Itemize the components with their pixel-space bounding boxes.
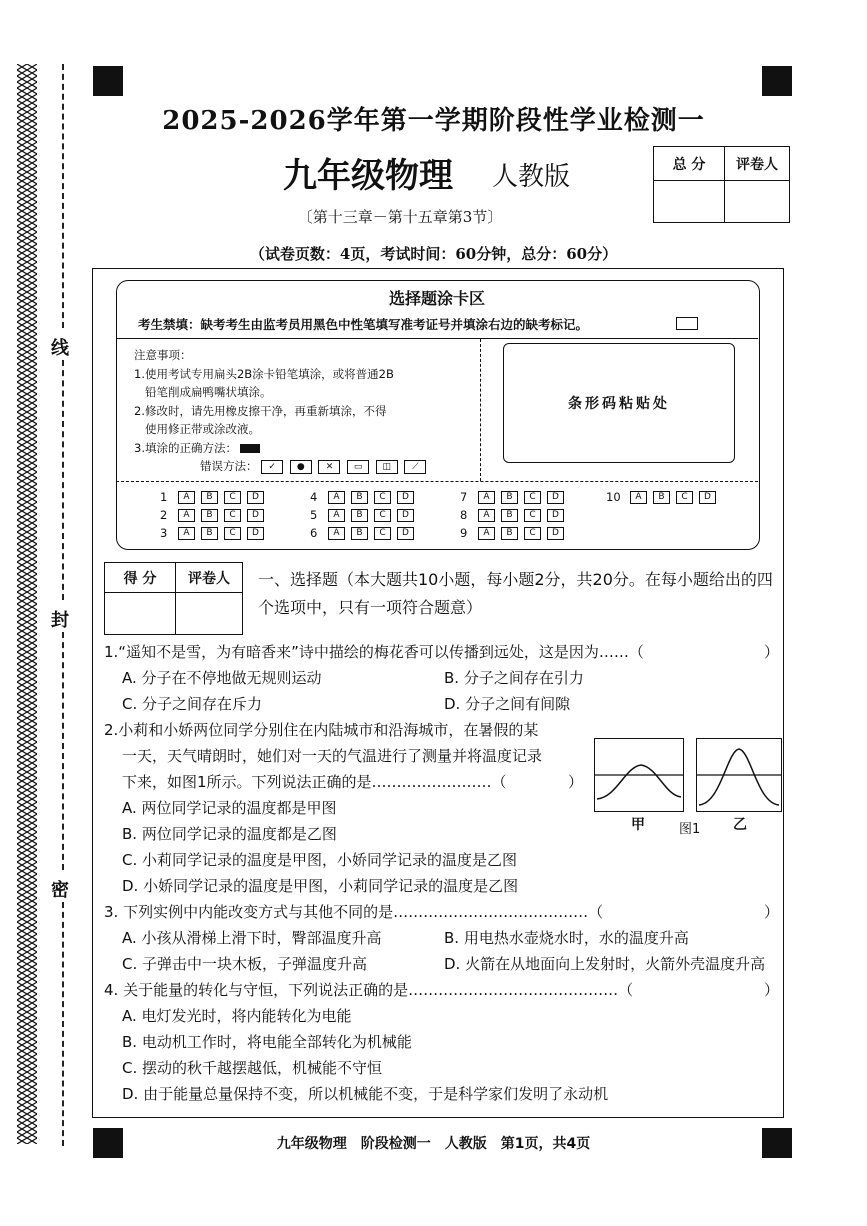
answer-bubble-row bbox=[460, 488, 570, 506]
answer-bubble[interactable]: B bbox=[501, 491, 518, 504]
answer-bubble-row bbox=[160, 524, 270, 542]
figure-label-jia: 甲 bbox=[631, 817, 645, 833]
note-line: 1.使用考试专用扁头2B涂卡铅笔填涂，或将普通2B bbox=[134, 366, 394, 381]
edition-label: 人教版 bbox=[492, 162, 571, 192]
card-divider-vertical bbox=[480, 339, 481, 481]
check-mark-icon: ✓ bbox=[261, 460, 283, 474]
answer-bubble-row bbox=[460, 506, 570, 524]
subject-title: 九年级物理 bbox=[283, 156, 453, 196]
note-line bbox=[134, 439, 429, 458]
answer-bubble-row bbox=[160, 506, 270, 524]
answer-bubble[interactable]: B bbox=[351, 509, 368, 522]
half-mark-icon: ◫ bbox=[376, 460, 398, 474]
answer-bubble[interactable]: D bbox=[547, 509, 564, 522]
exam-info: （试卷页数：4页，考试时间：60分钟，总分：60分） bbox=[249, 245, 618, 263]
answer-bubble-column bbox=[460, 488, 570, 542]
wrong-method-label: 错误方法： bbox=[200, 459, 258, 473]
barcode-area: 条形码粘贴处 bbox=[503, 343, 735, 463]
answer-bubble-row bbox=[310, 524, 420, 542]
answer-bubble-row bbox=[460, 524, 570, 542]
question-2-stem-line: 2.小莉和小娇两位同学分别住在内陆城市和沿海城市，在暑假的某 bbox=[104, 721, 539, 739]
answer-bubble[interactable]: A bbox=[478, 491, 495, 504]
answer-bubble-row bbox=[310, 488, 420, 506]
answer-card-title: 选择题涂卡区 bbox=[388, 289, 485, 308]
section-heading-line: 个选项中，只有一项符合题意） bbox=[258, 598, 483, 617]
question-number: 6 bbox=[310, 526, 318, 540]
answer-bubble[interactable]: C bbox=[224, 527, 241, 540]
answer-bubble[interactable]: D bbox=[247, 491, 264, 504]
question-number: 4 bbox=[310, 490, 318, 504]
side-label-mi: 密 bbox=[51, 880, 69, 901]
absence-mark-box[interactable] bbox=[676, 317, 698, 330]
cut-line-segment bbox=[62, 632, 64, 870]
question-number: 3 bbox=[160, 526, 168, 540]
temperature-graph-jia bbox=[594, 738, 684, 812]
question-4-option-a: A. 电灯发光时，将内能转化为电能 bbox=[122, 1007, 352, 1025]
answer-bubble[interactable]: C bbox=[524, 509, 541, 522]
total-score-table bbox=[653, 146, 790, 223]
answer-bubble[interactable]: B bbox=[653, 491, 670, 504]
question-2-option-b: B. 两位同学记录的温度都是乙图 bbox=[122, 825, 337, 843]
answer-bubble[interactable]: D bbox=[397, 527, 414, 540]
answer-bubble[interactable]: D bbox=[547, 527, 564, 540]
answer-bubble[interactable]: D bbox=[247, 509, 264, 522]
temperature-graph-yi bbox=[696, 738, 782, 812]
cut-line-segment bbox=[62, 360, 64, 600]
note-line: 使用修正带或涂改液。 bbox=[134, 422, 260, 436]
answer-bubble-row bbox=[160, 488, 270, 506]
question-2-option-c: C. 小莉同学记录的温度是甲图，小娇同学记录的温度是乙图 bbox=[122, 851, 518, 869]
page-footer: 九年级物理 阶段检测一 人教版 第1页，共4页 bbox=[276, 1136, 591, 1152]
answer-bubble[interactable]: A bbox=[178, 509, 195, 522]
absence-instruction: 考生禁填：缺考考生由监考员用黑色中性笔填写准考证号并填涂右边的缺考标记。 bbox=[138, 317, 589, 332]
answer-bubble[interactable]: A bbox=[630, 491, 647, 504]
question-1-option-a: A. 分子在不停地做无规则运动 bbox=[122, 669, 322, 687]
cross-mark-icon: ✕ bbox=[318, 460, 340, 474]
correct-fill-sample bbox=[240, 444, 260, 453]
question-3-option-d: D. 火箭在从地面向上发射时，火箭外壳温度升高 bbox=[444, 955, 766, 973]
note-line: 2.修改时，请先用橡皮擦干净，再重新填涂，不得 bbox=[134, 403, 387, 418]
section-score-label: 得 分 bbox=[105, 563, 176, 593]
answer-bubble[interactable]: D bbox=[699, 491, 716, 504]
section-score-table bbox=[104, 562, 243, 635]
question-4-stem: 4. 关于能量的转化与守恒，下列说法正确的是……………………………………（ bbox=[104, 981, 634, 999]
corner-marker-top-left bbox=[93, 66, 123, 96]
question-2-option-a: A. 两位同学记录的温度都是甲图 bbox=[122, 799, 337, 817]
question-3-option-c: C. 子弹击中一块木板，子弹温度升高 bbox=[122, 955, 368, 973]
answer-paren-close: ） bbox=[764, 643, 780, 661]
answer-bubble[interactable]: C bbox=[524, 527, 541, 540]
question-number: 5 bbox=[310, 508, 318, 522]
outline-mark-icon: ▭ bbox=[347, 460, 369, 474]
answer-bubble[interactable]: B bbox=[351, 491, 368, 504]
question-1-option-b: B. 分子之间存在引力 bbox=[444, 669, 584, 687]
answer-bubble[interactable]: C bbox=[676, 491, 693, 504]
section-heading bbox=[258, 566, 778, 622]
question-number: 1 bbox=[160, 490, 168, 504]
answer-bubble[interactable]: A bbox=[328, 527, 345, 540]
grader-label: 评卷人 bbox=[725, 147, 790, 181]
question-1-stem: 1.“遥知不是雪，为有暗香来”诗中描绘的梅花香可以传播到远处，这是因为……（ bbox=[104, 643, 644, 661]
section-heading-line: 一、选择题（本大题共10小题，每小题2分，共20分。在每小题给出的四 bbox=[258, 570, 773, 589]
question-1-option-c: C. 分子之间存在斥力 bbox=[122, 695, 263, 713]
question-2-stem-line: 一天，天气晴朗时，她们对一天的气温进行了测量并将温度记录 bbox=[122, 747, 543, 765]
answer-bubble-row bbox=[310, 506, 420, 524]
answer-bubble[interactable]: D bbox=[247, 527, 264, 540]
answer-bubble[interactable]: B bbox=[201, 491, 218, 504]
question-number: 9 bbox=[460, 526, 468, 540]
answer-bubble[interactable]: A bbox=[328, 491, 345, 504]
question-4-option-c: C. 摆动的秋千越摆越低，机械能不守恒 bbox=[122, 1059, 383, 1077]
answer-bubble[interactable]: D bbox=[397, 509, 414, 522]
answer-bubble[interactable]: C bbox=[224, 509, 241, 522]
answer-bubble[interactable]: C bbox=[524, 491, 541, 504]
exam-title: 2025-2026学年第一学期阶段性学业检测一 bbox=[162, 106, 705, 136]
answer-bubble[interactable]: B bbox=[501, 509, 518, 522]
answer-bubble[interactable]: B bbox=[201, 527, 218, 540]
total-score-label: 总 分 bbox=[654, 147, 725, 181]
question-number: 10 bbox=[606, 490, 621, 504]
answer-paren-close: ） bbox=[764, 903, 780, 921]
answer-paren-close: ） bbox=[568, 773, 584, 791]
question-3-option-b: B. 用电热水壶烧水时，水的温度升高 bbox=[444, 929, 689, 947]
answer-bubble-column bbox=[606, 488, 722, 506]
question-number: 8 bbox=[460, 508, 468, 522]
answer-bubble[interactable]: B bbox=[351, 527, 368, 540]
answer-bubble[interactable]: C bbox=[374, 491, 391, 504]
section-grader-label: 评卷人 bbox=[176, 563, 243, 593]
question-number: 2 bbox=[160, 508, 168, 522]
grader-cell[interactable] bbox=[725, 181, 790, 223]
question-4-option-d: D. 由于能量总量保持不变，所以机械能不变，于是科学家们发明了永动机 bbox=[122, 1085, 609, 1103]
section-grader-cell[interactable] bbox=[176, 593, 243, 635]
answer-bubble[interactable]: B bbox=[501, 527, 518, 540]
question-4-option-b: B. 电动机工作时，将电能全部转化为机械能 bbox=[122, 1033, 412, 1051]
answer-bubble[interactable]: A bbox=[478, 527, 495, 540]
answer-bubble-column bbox=[310, 488, 420, 542]
total-score-cell[interactable] bbox=[654, 181, 725, 223]
cut-line-segment bbox=[62, 902, 64, 1146]
question-2-option-d: D. 小娇同学记录的温度是甲图，小莉同学记录的温度是乙图 bbox=[122, 877, 519, 895]
notes-title: 注意事项： bbox=[134, 348, 192, 362]
answer-bubble[interactable]: A bbox=[478, 509, 495, 522]
card-divider bbox=[116, 338, 758, 339]
dot-mark-icon: ● bbox=[290, 460, 312, 474]
answer-bubble[interactable]: A bbox=[178, 491, 195, 504]
note-line: 铅笔削成扁鸭嘴状填涂。 bbox=[134, 385, 272, 399]
corner-marker-top-right bbox=[762, 66, 792, 96]
answer-bubble[interactable]: A bbox=[328, 509, 345, 522]
question-3-stem: 3. 下列实例中内能改变方式与其他不同的是…………………………………（ bbox=[104, 903, 604, 921]
answer-bubble-row bbox=[606, 488, 722, 506]
slash-mark-icon: ⟋ bbox=[404, 460, 426, 474]
card-divider bbox=[116, 481, 758, 482]
side-label-feng: 封 bbox=[51, 610, 69, 631]
note-line bbox=[134, 457, 429, 476]
figure-label-yi: 乙 bbox=[733, 817, 747, 833]
note-correct-method: 3.填涂的正确方法： bbox=[134, 440, 237, 455]
question-2-stem-line: 下来，如图1所示。下列说法正确的是……………………（ bbox=[122, 773, 507, 791]
answer-bubble-column bbox=[160, 488, 270, 542]
chapter-range: 〔第十三章－第十五章第3节〕 bbox=[297, 208, 503, 226]
answer-bubble[interactable]: C bbox=[374, 527, 391, 540]
question-number: 7 bbox=[460, 490, 468, 504]
answer-bubble[interactable]: C bbox=[224, 491, 241, 504]
figure-caption: 图1 bbox=[679, 822, 701, 837]
question-1-option-d: D. 分子之间有间隙 bbox=[444, 695, 571, 713]
section-score-cell[interactable] bbox=[105, 593, 176, 635]
question-3-option-a: A. 小孩从滑梯上滑下时，臀部温度升高 bbox=[122, 929, 382, 947]
answer-bubble[interactable]: D bbox=[547, 491, 564, 504]
answer-bubble[interactable]: D bbox=[397, 491, 414, 504]
answer-bubble[interactable]: A bbox=[178, 527, 195, 540]
side-label-xian: 线 bbox=[51, 338, 69, 359]
answer-bubble[interactable]: C bbox=[374, 509, 391, 522]
answer-bubble[interactable]: B bbox=[201, 509, 218, 522]
answer-paren-close: ） bbox=[764, 981, 780, 999]
notes-block bbox=[134, 346, 429, 476]
